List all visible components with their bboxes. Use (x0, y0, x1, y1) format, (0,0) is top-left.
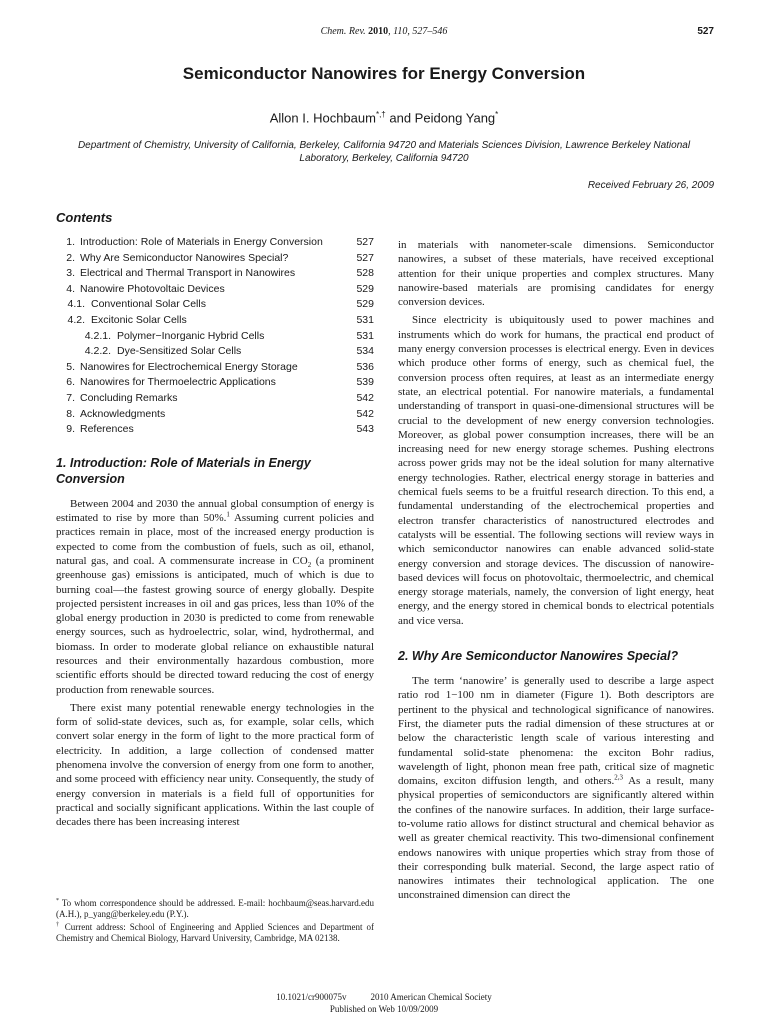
author-name: Allon I. Hochbaum (269, 110, 376, 126)
paragraph: The term ‘nanowire’ is generally used to describe a large aspect ratio rod 1−100 nm in diameter (Figure 1). Both descriptors are pertinent to the physical and technological significance of nanowires. First, the diameter puts the radial dimension of these structures at or below the characteristic length scale of various interesting and fundamental solid-state phenomena: the exciton Bohr radius, wavelength of light, phonon mean free path, critical size of magnetic domains, exciton diffusion length, and others.$^{2,3}$ As a result, many physical properties of semiconductors are significantly altered within the confines of the nanowire surfaces. In addition, their large surface-to-volume ratio allows for distinct structural and chemical behavior as well as greater chemical reactivity. This two-dimensional confinement endows nanowires with unique properties which stray from those of their corresponding bulk material. Second, the large aspect ratio of nanowires intimates their technological application. The one unconstrained dimension can direct the (398, 675, 714, 902)
toc-item[interactable]: 4.1. Conventional Solar Cells 529 (67, 298, 374, 311)
toc-item[interactable]: 4.2.2. Dye-Sensitized Solar Cells 534 (84, 345, 374, 358)
toc-item[interactable]: 6. Nanowires for Thermoelectric Applications 539 (66, 376, 374, 389)
journal-citation: Chem. Rev. 2010, 110, 527–546 (320, 26, 448, 37)
paragraph: Since electricity is ubiquitously used to power machines and instruments which do work for humans, the practical end product of many energy conversion processes is electrical energy. Even in devices which produce other forms of energy, such as chemical fuel, the conversion process often requires, at least as an intermediate energy state, an electrical potential. For nanowire materials, a fundamental understanding of transport in quasi-one-dimensional structures will be crucial to the development of new energy conversion technologies. Moreover, as global power consumption increases, there will be an increasing need for new energy storage schemes. Pushing electrons across power grids may not be the ideal solution for many alternative energy technologies. Rather, electrical energy storage in batteries and chemical fuels seems to be a fruitful research direction. To this end, a fundamental understanding of the electrochemical properties and electron transfer characteristics of nanostructured electrodes and catalysts will be essential. The following sections will review ways in which semiconductor nanowires can enable advanced solid-state energy conversion and storage devices. The discussion of nanowire-based devices will focus on photovoltaic, thermoelectric, and chemical energy storage materials, namely, the conversion of light energy, heat energy, and the energy stored in chemical bonds to electrical potentials and vice versa. (398, 314, 714, 627)
copyright: 2010 American Chemical Society (370, 992, 492, 1002)
article-title: Semiconductor Nanowires for Energy Conversion (182, 64, 586, 83)
affiliation: Department of Chemistry, University of California, Berkeley, California 94720 and Materials Sciences Division, Lawrence Berkeley National Laboratory, Berkeley, California 94720 (77, 140, 691, 164)
paragraph: There exist many potential renewable energy technologies in the form of solid-state devices, such as, for example, solar cells, which convert solar energy in the form of light to the more practical form of electricity. In addition, a large collection of condensed matter phenomena involve the conversion of energy from one form to another, and some proceed with efficiency near unity. Consequently, the study of energy conversion in materials is a field full of opportunities for practical and socially significant applications. Within the last couple of decades there has been increasing interest (56, 701, 374, 829)
paragraph: in materials with nanometer-scale dimensions. Semiconductor nanowires, a subset of these materials, have received exceptional attention for their unique properties and complex structures. Many nanowire-based materials are promising candidates for energy conversion devices. (398, 239, 714, 309)
toc-item[interactable]: 4.2. Excitonic Solar Cells 531 (67, 313, 374, 326)
author-name: Peidong Yang (414, 110, 496, 126)
toc-item[interactable]: 3. Electrical and Thermal Transport in Nanowires 528 (66, 267, 374, 280)
toc-item[interactable]: 5. Nanowires for Electrochemical Energy Storage 536 (66, 360, 374, 373)
page-number: 527 (697, 26, 714, 37)
footnotes (56, 896, 374, 944)
author-conjunction: and (385, 110, 415, 126)
section-heading-why-nanowires: 2. Why Are Semiconductor Nanowires Special? (398, 649, 679, 664)
toc-item[interactable]: 1. Introduction: Role of Materials in Energy Conversion 527 (66, 236, 374, 248)
toc-item[interactable]: 7. Concluding Remarks 542 (66, 391, 374, 404)
contents-heading: Contents (56, 210, 113, 225)
toc-item[interactable]: 9. References 543 (66, 423, 374, 436)
table-of-contents (56, 235, 374, 438)
doi[interactable]: 10.1021/cr900075v (276, 992, 347, 1002)
toc-item[interactable]: 2. Why Are Semiconductor Nanowires Special? 527 (66, 251, 374, 264)
page-footer (0, 992, 768, 1015)
reference-mark[interactable]: 1 (226, 510, 230, 519)
right-column (398, 238, 714, 907)
footnote: * To whom correspondence should be addressed. E-mail: hochbaum@seas.harvard.edu (A.H.), p_yang@berkeley.edu (P.Y.). (56, 898, 374, 919)
section-body (398, 674, 714, 903)
received-date: Received February 26, 2009 (587, 180, 714, 191)
section-body (56, 497, 374, 830)
toc-item[interactable]: 4.2.1. Polymer−Inorganic Hybrid Cells 531 (84, 329, 374, 342)
authors (0, 110, 768, 125)
running-header (0, 26, 768, 40)
left-column (56, 210, 374, 834)
author-mark: *,† (375, 110, 386, 119)
author-mark: * (495, 110, 499, 119)
footnote: † Current address: School of Engineering and Applied Sciences and Department of Chemistry and Chemical Biology, Harvard University, Cambridge, MA 02138. (56, 922, 375, 943)
toc-item[interactable]: 4. Nanowire Photovoltaic Devices 529 (66, 282, 374, 295)
toc-item[interactable]: 8. Acknowledgments 542 (66, 407, 374, 420)
section-body (398, 238, 714, 628)
section-heading-introduction: 1. Introduction: Role of Materials in Energy Conversion (56, 455, 311, 486)
paragraph: Between 2004 and 2030 the annual global consumption of energy is estimated to rise by more than 50%.$^1$ Assuming current policies and practices remain in place, most of the increased energy production is expected to come from the combustion of fuels, such as oil, ethanol, natural gas, and coal. A commensurate increase in $CO_2$ (a prominent greenhouse gas) emissions is anticipated, much of which is due to burning coal—the fastest growing source of energy globally. Despite projected persistent increases in oil and gas prices, less than 10% of the global energy production in 2030 is predicted to come from renewable energy sources, such as hydroelectric, solar, wind, hydrothermal, and biomass. In order to moderate global reliance on exhaustible natural resources and their environmentally hazardous combustion, more scientific efforts should be directed toward reducing the cost of energy production from renewable sources. (56, 497, 374, 696)
publication-date: Published on Web 10/09/2009 (329, 1003, 439, 1014)
reference-mark[interactable]: 2,3 (614, 773, 623, 782)
